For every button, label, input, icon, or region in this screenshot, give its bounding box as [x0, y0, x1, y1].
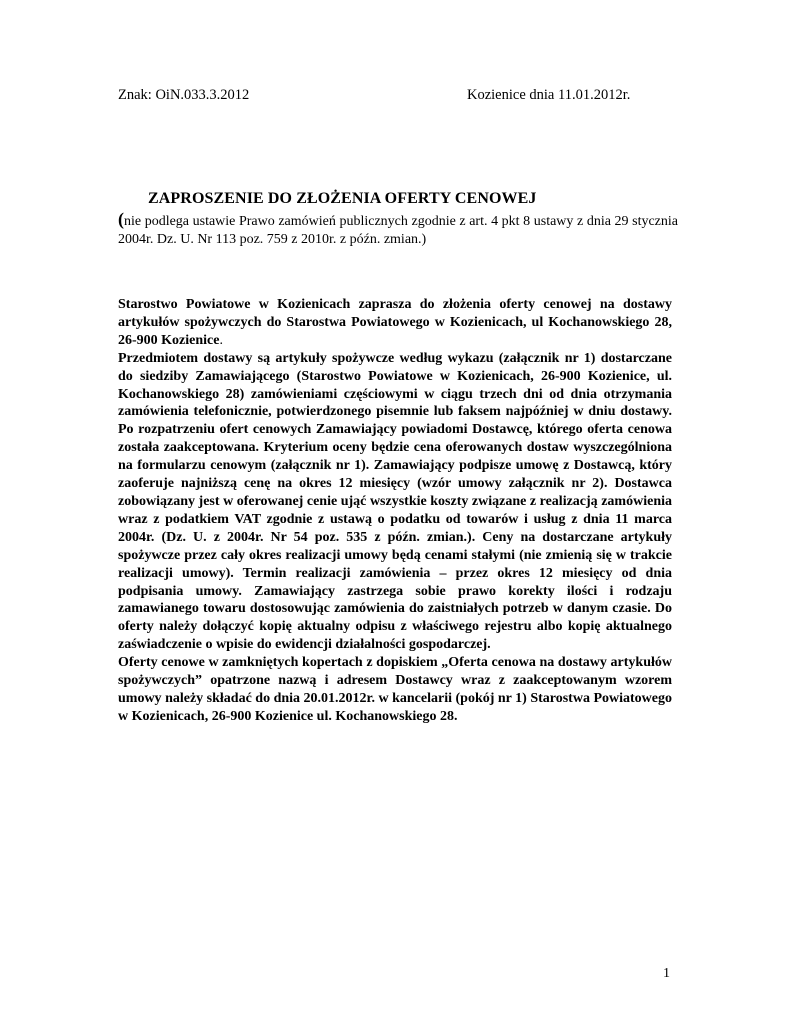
place-and-date: Kozienice dnia 11.01.2012r. — [467, 87, 631, 103]
body-paragraph-intro — [118, 296, 672, 350]
document-subtitle — [118, 211, 678, 248]
body-paragraph-intro-end: . — [219, 332, 223, 348]
document-title: ZAPROSZENIE DO ZŁOŻENIA OFERTY CENOWEJ — [148, 190, 537, 207]
body-paragraph-intro-text: Starostwo Powiatowe w Kozienicach zaprasza do złożenia oferty cenowej na dostawy artykułów spożywczych do Starostwa Powiatowego w Kozienicach, ul Kochanowskiego 28, 26-900 Kozienice — [118, 297, 672, 348]
subtitle-text: nie podlega ustawie Prawo zamówień publicznych zgodnie z art. 4 pkt 8 ustawy z dnia 29 stycznia 2004r. Dz. U. Nr 113 poz. 759 z 2010r. z późn. zmian.) — [118, 214, 678, 247]
document-reference-sign: Znak: OiN.033.3.2012 — [118, 87, 250, 103]
document-body — [118, 296, 672, 726]
page-number: 1 — [663, 966, 670, 981]
body-paragraph-details: Przedmiotem dostawy są artykuły spożywcze według wykazu (załącznik nr 1) dostarczane do siedziby Zamawiającego (Starostwo Powiatowe w Kozienicach, 26-900 Kozienice, ul. Kochanowskiego 28) zamówieniami częściowymi w ciągu trzech dni od dnia otrzymania zamówienia telefonicznie, potwierdzonego pisemnie lub faksem najpóźniej w dniu dostawy. Po rozpatrzeniu ofert cenowych Zamawiający powiadomi Dostawcę, którego oferta cenowa została zaakceptowana. Kryterium oceny będzie cena oferowanych dostaw wyszczególniona na formularzu cenowym (załącznik nr 1). Zamawiający podpisze umowę z Dostawcą, który zaoferuje najniższą cenę na okres 12 miesięcy (wzór umowy załącznik nr 2). Dostawca zobowiązany jest w oferowanej cenie ująć wszystkie koszty związane z realizacją zamówienia wraz z podatkiem VAT zgodnie z ustawą o podatku od towarów i usług z dnia 11 marca 2004r. (Dz. U. z 2004r. Nr 54 poz. 535 z późn. zmian.). Ceny na dostarczane artykuły spożywcze przez cały okres realizacji umowy będą cenami stałymi (nie zmienią się w trakcie realizacji umowy). Termin realizacji zamówienia – przez okres 12 miesięcy od dnia podpisania umowy. Zamawiający zastrzega sobie prawo korekty ilości i rodzaju zamawianego towaru dostosowując zamówienia do zaistniałych potrzeb w danym czasie. Do oferty należy dołączyć kopię aktualny odpisu z właściwego rejestru albo kopię aktualnego zaświadczenie o wpisie do ewidencji działalności gospodarczej. — [118, 350, 672, 653]
body-paragraph-submission: Oferty cenowe w zamkniętych kopertach z dopiskiem „Oferta cenowa na dostawy artykułów spożywczych” opatrzone nazwą i adresem Dostawcy wraz z zaakceptowanym wzorem umowy należy składać do dnia 20.01.2012r. w kancelarii (pokój nr 1) Starostwa Powiatowego w Kozienicach, 26-900 Kozienice ul. Kochanowskiego 28. — [118, 655, 672, 724]
subtitle-open-paren: ( — [118, 209, 124, 229]
